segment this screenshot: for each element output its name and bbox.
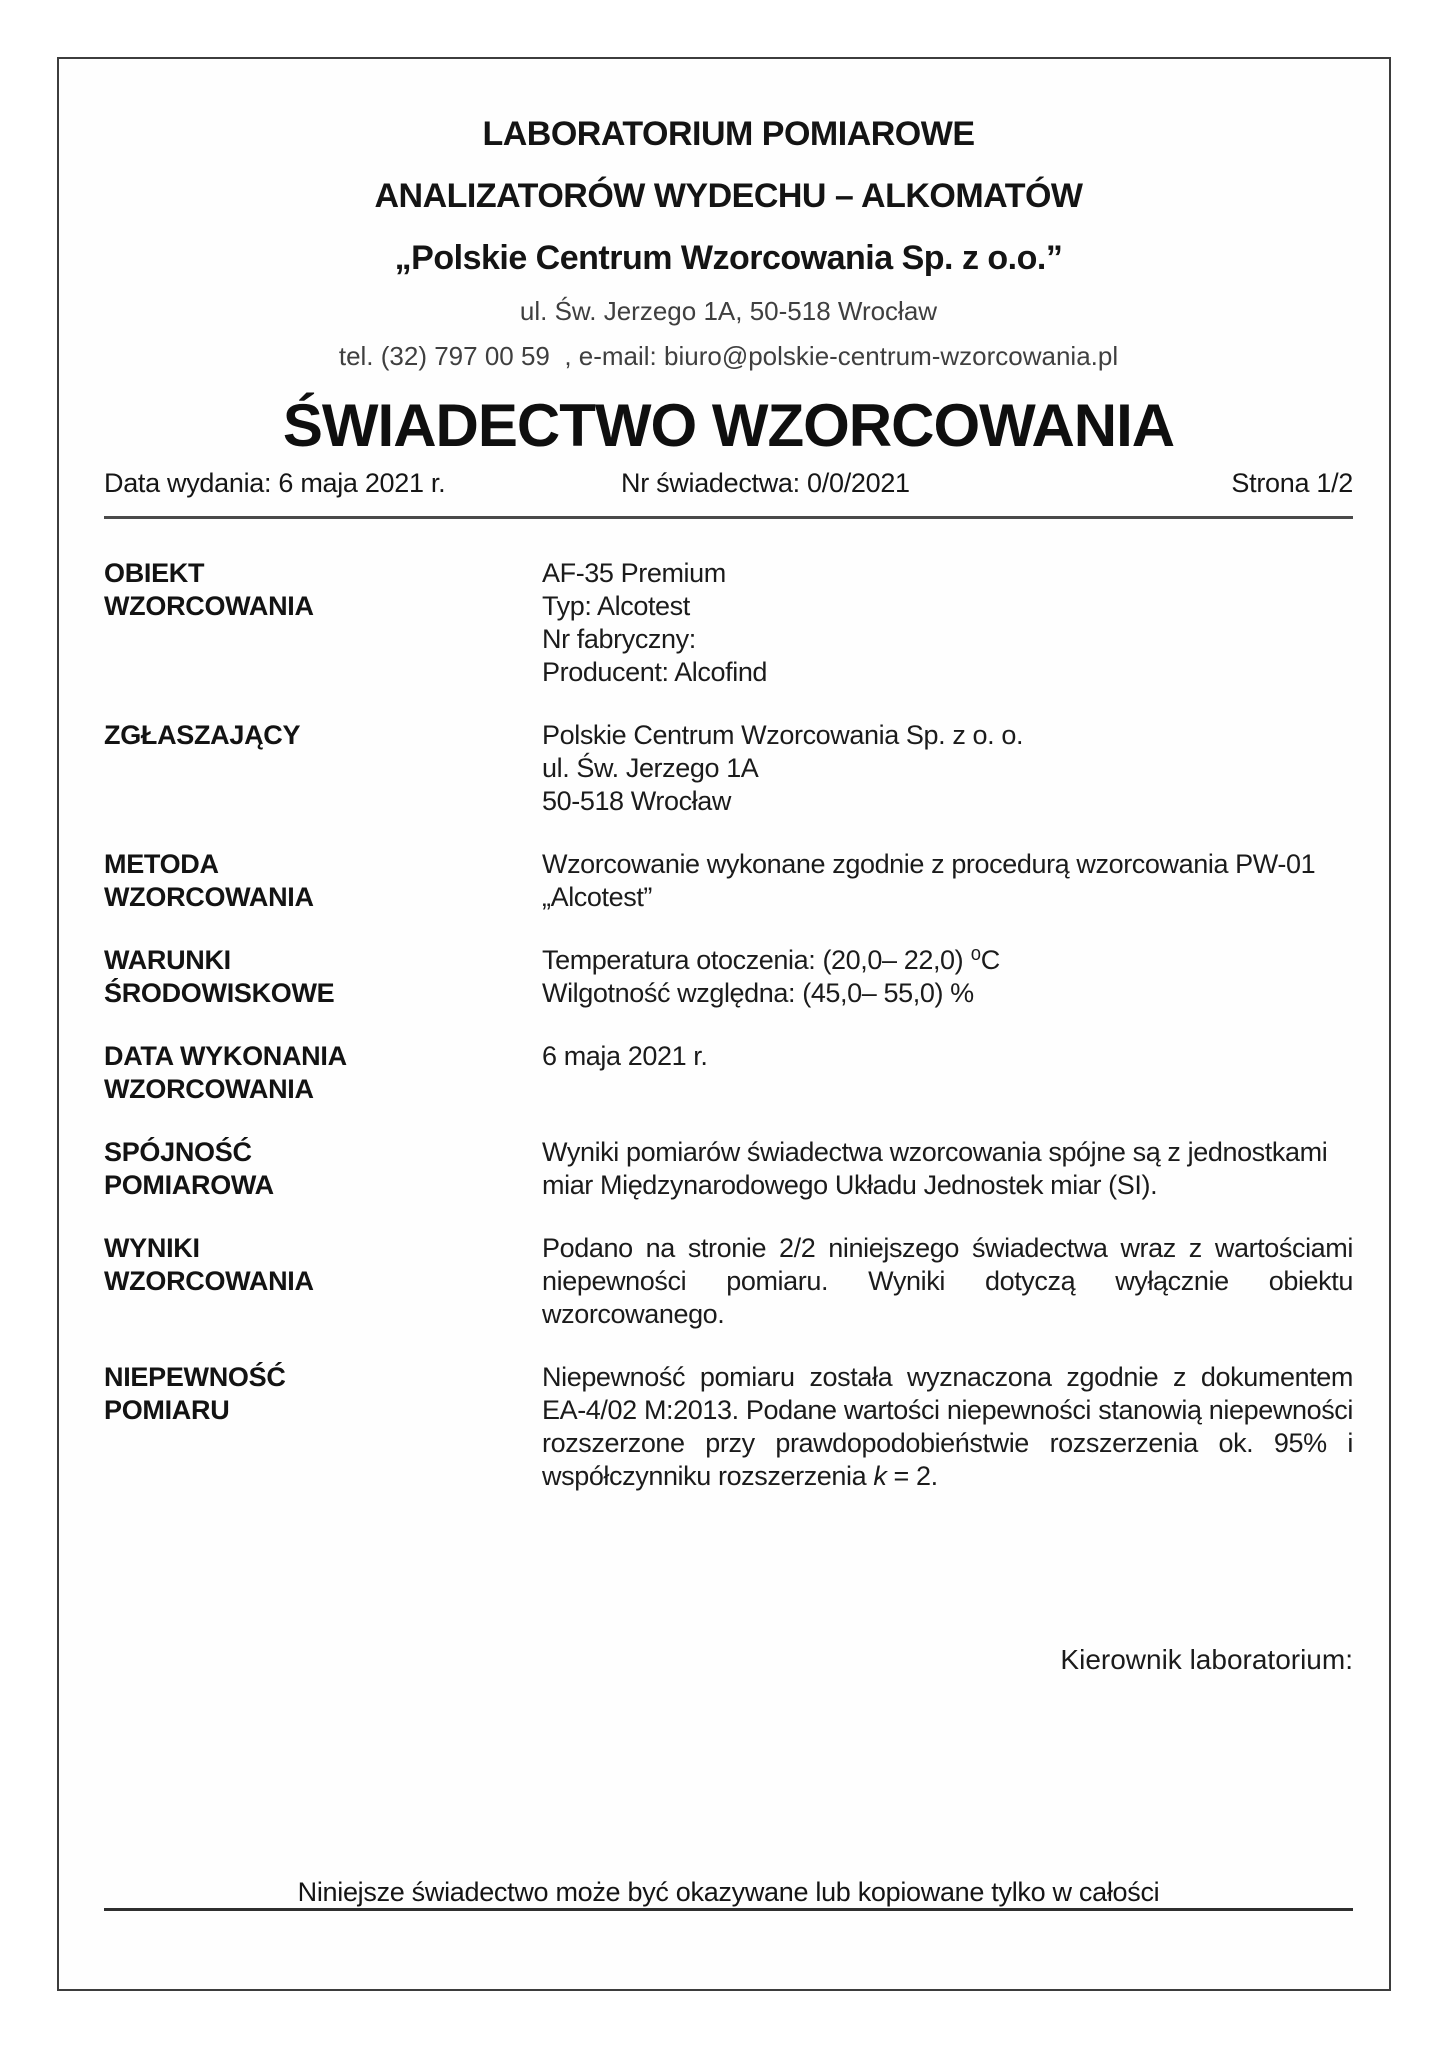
- section-object-value: AF-35 Premium Typ: Alcotest Nr fabryczny: Producent: Alcofind: [542, 558, 768, 687]
- section-calibration-date-value: 6 maja 2021 r.: [542, 1041, 708, 1071]
- section-calibration-date-label: DATA WYKONANIA WZORCOWANIA: [104, 1041, 347, 1104]
- laboratory-name-line-1: LABORATORIUM POMIAROWE: [482, 115, 975, 153]
- section-applicant-label: ZGŁASZAJĄCY: [104, 720, 301, 750]
- section-results-value: Podano na stronie 2/2 niniejszego świadectwa wraz z wartościami niepewności pomiaru. Wyniki dotyczą wyłącznie obiektu wzorcowanego.: [542, 1233, 1353, 1329]
- laboratory-header: [104, 103, 1353, 289]
- section-uncertainty: [104, 1361, 1353, 1493]
- certificate-sections: [104, 557, 1353, 1493]
- section-environmental-conditions: [104, 944, 1353, 1010]
- page-number: Strona 1/2: [1231, 468, 1353, 498]
- section-environmental-conditions-value: Temperatura otoczenia: (20,0– 22,0) ⁰C Wilgotność względna: (45,0– 55,0) %: [542, 945, 1000, 1008]
- section-applicant-value: Polskie Centrum Wzorcowania Sp. z o. o. ul. Św. Jerzego 1A 50-518 Wrocław: [542, 720, 1024, 816]
- coverage-factor-symbol: k: [873, 1461, 887, 1491]
- signature-label: Kierownik laboratorium:: [1060, 1644, 1353, 1675]
- certificate-content: [104, 59, 1353, 1989]
- laboratory-name-line-3: „Polskie Centrum Wzorcowania Sp. z o.o.”: [394, 239, 1063, 277]
- section-results: [104, 1232, 1353, 1331]
- certificate-meta-row: [104, 467, 1353, 500]
- laboratory-name-line-2: ANALIZATORÓW WYDECHU – ALKOMATÓW: [374, 177, 1083, 215]
- section-traceability-value: Wyniki pomiarów świadectwa wzorcowania spójne są z jednostkami miar Międzynarodowego Układu Jednostek miar (SI).: [542, 1137, 1328, 1200]
- section-calibration-date: [104, 1040, 1353, 1106]
- section-traceability-label: SPÓJNOŚĆ POMIAROWA: [104, 1137, 274, 1200]
- uncertainty-paragraph: Niepewność pomiaru została wyznaczona zgodnie z dokumentem EA-4/02 M:2013. Podane wartości niepewności stanowią niepewności rozszerzone przy prawdopodobieństwie rozszerzenia ok. 95% i współczynniku rozszerzenia k = 2.: [542, 1362, 1353, 1491]
- section-method-label: METODA WZORCOWANIA: [104, 849, 314, 912]
- laboratory-address: ul. Św. Jerzego 1A, 50-518 Wrocław: [519, 296, 938, 326]
- section-uncertainty-value: [542, 1361, 1353, 1493]
- section-object-label: OBIEKT WZORCOWANIA: [104, 558, 314, 621]
- section-applicant: [104, 719, 1353, 818]
- certificate-title: ŚWIADECTWO WZORCOWANIA: [282, 392, 1175, 459]
- footer-note: Niniejsze świadectwo może być okazywane lub kopiowane tylko w całości: [104, 1877, 1353, 1911]
- section-object: [104, 557, 1353, 689]
- section-environmental-conditions-label: WARUNKI ŚRODOWISKOWE: [104, 945, 335, 1008]
- issue-date: Data wydania: 6 maja 2021 r.: [104, 468, 446, 498]
- section-uncertainty-label: NIEPEWNOŚĆ POMIARU: [104, 1362, 286, 1425]
- section-method-value: Wzorcowanie wykonane zgodnie z procedurą wzorcowania PW-01 „Alcotest”: [542, 849, 1316, 912]
- section-traceability: [104, 1136, 1353, 1202]
- section-method: [104, 848, 1353, 914]
- certificate-number: Nr świadectwa: 0/0/2021: [621, 468, 910, 498]
- section-results-label: WYNIKI WZORCOWANIA: [104, 1233, 314, 1296]
- laboratory-contact: tel. (32) 797 00 59 , e-mail: biuro@polskie-centrum-wzorcowania.pl: [338, 341, 1119, 371]
- header-divider: [104, 516, 1353, 519]
